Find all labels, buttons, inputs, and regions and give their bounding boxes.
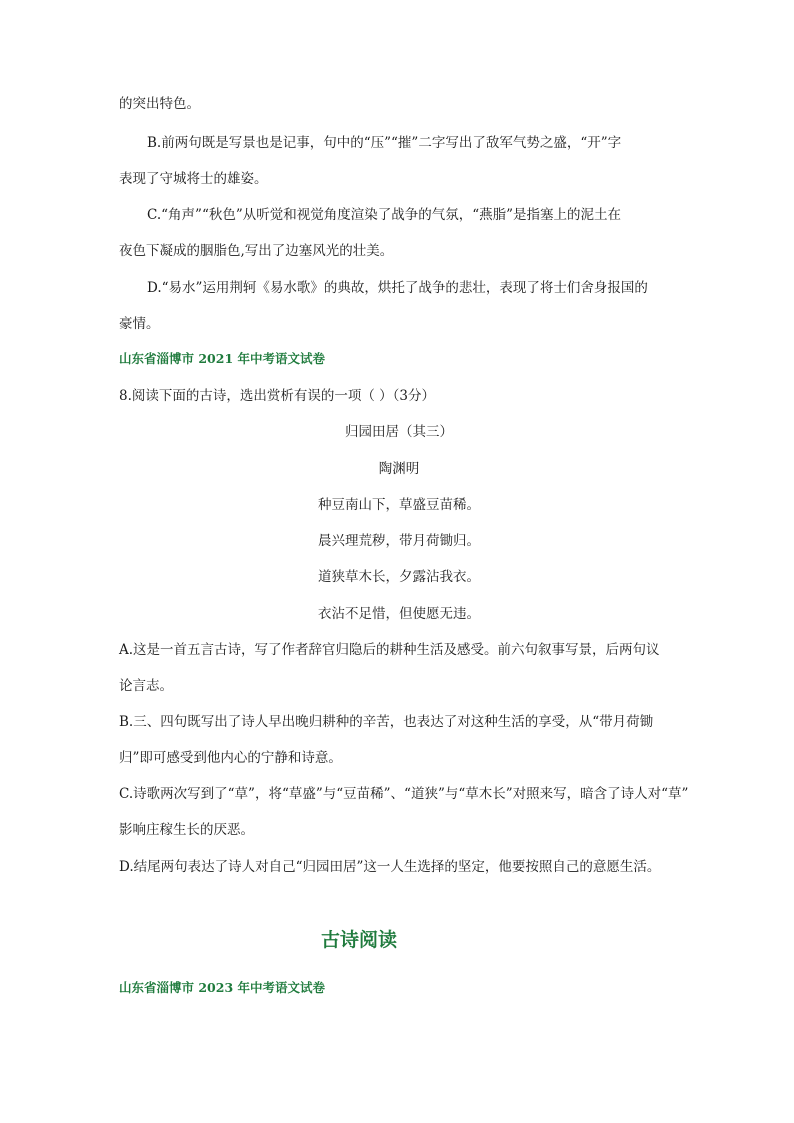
poem-line-3: 道狭草木长，夕露沾我衣。	[318, 569, 480, 585]
poem-line-4: 衣沾不足惜，但使愿无违。	[318, 606, 480, 622]
poem-line-2: 晨兴理荒秽，带月荷锄归。	[318, 533, 480, 549]
q8-option-b-line2: 归”即可感受到他内心的宁静和诗意。	[119, 750, 342, 766]
q8-option-c-line1: C.诗歌两次写到了“草”，将“草盛”与“豆苗稀”、“道狭”与“草木长”对照来写，暗含了诗人对“草”	[119, 786, 689, 802]
q8-option-c-line2: 影响庄稼生长的厌恶。	[119, 822, 254, 838]
q8-option-b-line1: B.三、四句既写出了诗人早出晚归耕种的辛苦，也表达了对这种生活的享受，从“带月荷锄	[119, 714, 654, 730]
q8-option-a-line1: A.这是一首五言古诗，写了作者辞官归隐后的耕种生活及感受。前六句叙事写景，后两句议	[119, 642, 660, 658]
source-label-2023: 山东省淄博市 2023 年中考语文试卷	[119, 980, 325, 995]
poem-author: 陶渊明	[378, 461, 420, 477]
q8-option-a-line2: 论言志。	[119, 678, 173, 694]
section-title: 古诗阅读	[320, 929, 397, 951]
prev-option-b-line1: B.前两句既是写景也是记事，句中的“压”“摧”二字写出了敌军气势之盛，“开”字	[147, 135, 622, 151]
prev-option-d-line2: 豪情。	[119, 316, 160, 332]
question-8-stem: 8.阅读下面的古诗，选出赏析有误的一项（ ）（3分）	[119, 388, 436, 404]
poem-line-1: 种豆南山下，草盛豆苗稀。	[318, 497, 480, 513]
prev-question-tail: 的突出特色。	[119, 96, 200, 112]
q8-option-d-line1: D.结尾两句表达了诗人对自己“归园田居”这一人生选择的坚定，他要按照自己的意愿生活。	[119, 859, 661, 875]
poem-title: 归园田居（其三）	[345, 424, 453, 440]
prev-option-d-line1: D.“易水”运用荆轲《易水歌》的典故，烘托了战争的悲壮，表现了将士们舍身报国的	[147, 280, 648, 296]
prev-option-b-line2: 表现了守城将士的雄姿。	[119, 171, 268, 187]
prev-option-c-line1: C.“角声”“秋色”从听觉和视觉角度渲染了战争的气氛，“燕脂”是指塞上的泥土在	[147, 207, 622, 223]
prev-option-c-line2: 夜色下凝成的胭脂色,写出了边塞风光的壮美。	[119, 243, 394, 259]
source-label-2021: 山东省淄博市 2021 年中考语文试卷	[119, 351, 325, 366]
